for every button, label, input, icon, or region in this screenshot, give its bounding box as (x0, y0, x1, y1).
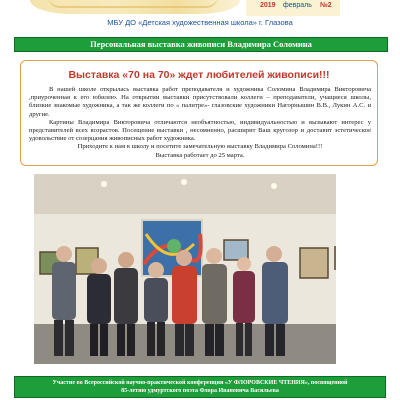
article-paragraph: В нашей школе открылась выставка работ преподавателя и художника Соломина Владимира Викторовича ,приуроченная к его юбилею. На открытии выставки присутствовали коллеги – преподаватели, учащиеся школы, близкие знакомые художника, а так же коллеги по « палитре»- глазовские художники Нагорнышин В.В., Лукин А.С. и другие. (29, 86, 371, 118)
issue-year: 2019 (260, 2, 276, 9)
newspaper-logo-art (30, 0, 240, 14)
masthead (0, 0, 400, 34)
issue-number: №2 (320, 2, 332, 9)
article-body (29, 86, 371, 160)
article-paragraph: Картины Владимира Викторовича отличаются необъятностью, индивидуальностью и вызывают интерес у представителей всех возрастов. Посещение выставки , несомненно, расширит Ваш кругозор и доставит эстетическое удовольствие от созерцания живописных работ художника. (29, 118, 371, 143)
article-title: Выставка «70 на 70» ждет любителей живописи!!! (68, 69, 330, 81)
article-paragraph: Выставка работает до 25 марта. (155, 151, 245, 159)
exhibition-group-photo (34, 174, 336, 364)
footer-line: Участие во Всероссийской научно-практической конференции «У ФЛОРОВСКИЕ ЧТЕНИЯ», посвященной (52, 380, 348, 386)
article-box (20, 60, 378, 166)
issue-month: февраль (283, 2, 312, 9)
article-paragraph: Приходите к нам в школу и посетите замечательную выставку Владимира Соломина!!! (77, 143, 323, 151)
footer-line: 85-летию удмуртского поэта Флора Ивановича Васильева (121, 388, 279, 394)
section-title-bar: Персональная выставка живописи Владимира Соломина (14, 37, 388, 52)
footer-announcement-bar (14, 376, 386, 398)
school-name: МБУ ДО «Детская художественная школа» г. Глазова (107, 18, 293, 27)
